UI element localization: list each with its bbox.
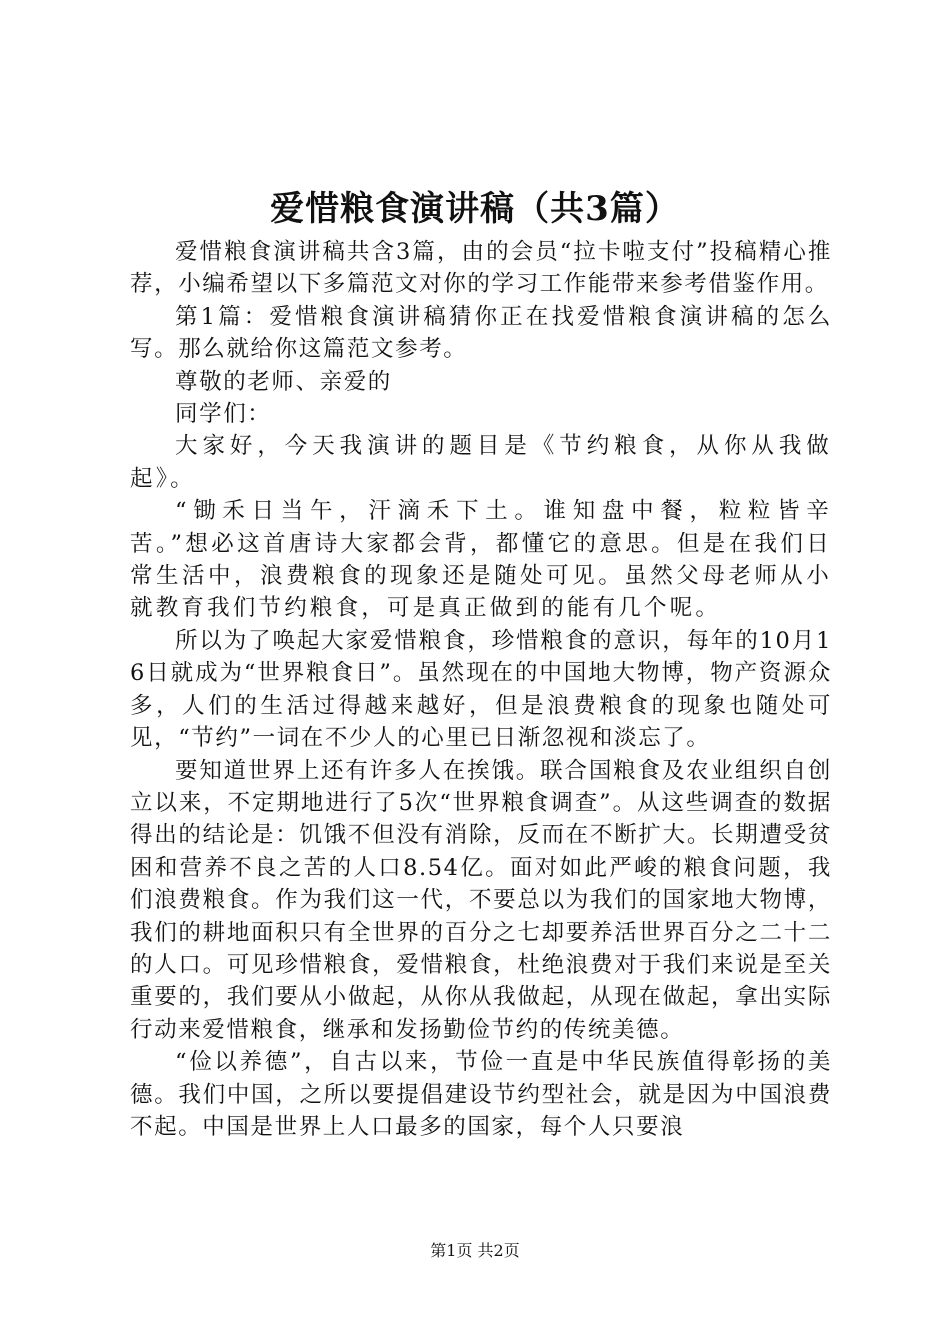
paragraph-intro: 爱惜粮食演讲稿共含3篇，由的会员“拉卡啦支付”投稿精心推荐，小编希望以下多篇范文对你的学习工作能带来参考借鉴作用。 [130,239,832,298]
paragraph-salutation-students: 同学们： [175,401,272,428]
document-title: 爱惜粮食演讲稿（共3篇） [270,189,680,229]
paragraph-greeting: 大家好，今天我演讲的题目是《节约粮食，从你从我做起》。 [130,433,832,492]
paragraph-salutation: 尊敬的老师、亲爱的 [175,368,392,395]
paragraph-thrift: “俭以养德”，自古以来，节俭一直是中华民族值得彰扬的美德。我们中国，之所以要提倡建设节约型社会，就是因为中国浪费不起。中国是世界上人口最多的国家，每个人只要浪 [130,1049,832,1140]
paragraph-hunger: 要知道世界上还有许多人在挨饿。联合国粮食及农业组织自创立以来，不定期地进行了5次“世界粮食调查”。从这些调查的数据得出的结论是：饥饿不但没有消除，反而在不断扩大。长期遭受贫困和营养不良之苦的人口8.54亿。面对如此严峻的粮食问题，我们浪费粮食。作为我们这一代，不要总以为我们的国家地大物博，我们的耕地面积只有全世界的百分之七却要养活世界百分之二十二的人口。可见珍惜粮食，爱惜粮食，杜绝浪费对于我们来说是至关重要的，我们要从小做起，从你从我做起，从现在做起，拿出实际行动来爱惜粮食，继承和发扬勤俭节约的传统美德。 [130,757,832,1043]
document-body [130,236,832,1143]
paragraph-poem: “锄禾日当午，汗滴禾下土。谁知盘中餐，粒粒皆辛苦。”想必这首唐诗大家都会背，都懂它的意思。但是在我们日常生活中，浪费粮食的现象还是随处可见。虽然父母老师从小就教育我们节约粮食，可是真正做到的能有几个呢。 [130,498,832,622]
paragraph-food-day: 所以为了唤起大家爱惜粮食，珍惜粮食的意识，每年的10月16日就成为“世界粮食日”。虽然现在的中国地大物博，物产资源众多，人们的生活过得越来越好，但是浪费粮食的现象也随处可见，“节约”一词在不少人的心里已日渐忽视和淡忘了。 [130,627,832,752]
paragraph-part-one: 第1篇：爱惜粮食演讲稿猜你正在找爱惜粮食演讲稿的怎么写。那么就给你这篇范文参考。 [130,303,832,363]
page-footer: 第1页 共2页 [430,1241,520,1260]
